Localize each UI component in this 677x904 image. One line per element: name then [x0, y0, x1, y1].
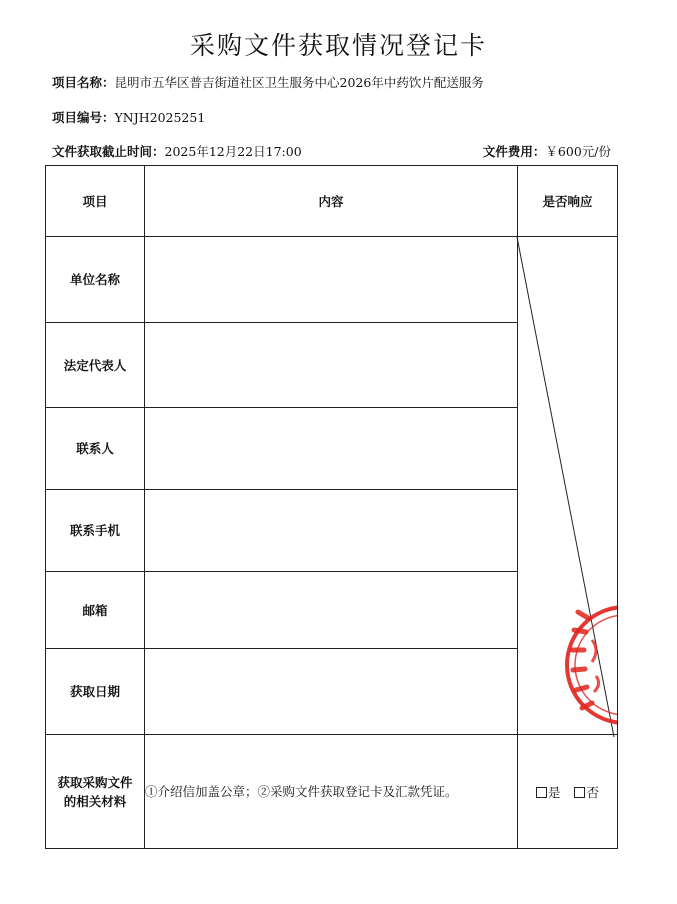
row-label-legal-rep: 法定代表人 — [46, 323, 145, 408]
option-no[interactable] — [574, 785, 599, 800]
fee-value: ￥600元/份 — [545, 144, 611, 159]
row-label-mobile: 联系手机 — [46, 490, 145, 572]
materials-label — [46, 735, 145, 849]
option-yes-label: 是 — [547, 784, 561, 800]
materials-row — [46, 735, 618, 849]
project-name-line — [52, 73, 484, 91]
row-label-contact: 联系人 — [46, 408, 145, 490]
mobile-field[interactable] — [145, 490, 518, 572]
response-struck-cell — [518, 237, 618, 735]
date-field[interactable] — [145, 649, 518, 735]
project-number-value: YNJH2025251 — [114, 110, 206, 125]
yes-checkbox[interactable] — [536, 787, 547, 798]
project-number-label: 项目编号： — [52, 110, 115, 125]
unit-name-field[interactable] — [145, 237, 518, 323]
fee-line — [483, 142, 611, 160]
table-row — [46, 237, 618, 323]
email-field[interactable] — [145, 572, 518, 649]
no-checkbox[interactable] — [574, 787, 585, 798]
legal-rep-field[interactable] — [145, 323, 518, 408]
materials-label-line1: 获取采购文件 — [57, 774, 133, 790]
row-label-email: 邮箱 — [46, 572, 145, 649]
deadline-line — [52, 142, 302, 160]
page-title: 采购文件获取情况登记卡 — [189, 31, 487, 60]
option-yes[interactable] — [536, 785, 561, 800]
row-label-unit-name: 单位名称 — [46, 237, 145, 323]
header-content: 内容 — [145, 166, 518, 237]
option-no-label: 否 — [586, 784, 599, 800]
materials-content: ①介绍信加盖公章；②采购文件获取登记卡及汇款凭证。 — [145, 735, 518, 849]
row-label-date: 获取日期 — [46, 649, 145, 735]
deadline-value: 2025年12月22日17:00 — [164, 144, 302, 159]
project-number-line — [52, 108, 205, 126]
registration-table — [45, 165, 618, 849]
project-name-label: 项目名称： — [52, 75, 115, 90]
materials-response — [518, 735, 618, 849]
project-name-value: 昆明市五华区普吉街道社区卫生服务中心2026年中药饮片配送服务 — [114, 75, 484, 90]
materials-label-line2: 的相关材料 — [63, 793, 127, 809]
header-response: 是否响应 — [518, 166, 618, 237]
fee-label: 文件费用： — [482, 144, 546, 159]
table-header-row — [46, 166, 618, 237]
header-item: 项目 — [46, 166, 145, 237]
deadline-label: 文件获取截止时间： — [52, 144, 165, 159]
contact-field[interactable] — [145, 408, 518, 490]
